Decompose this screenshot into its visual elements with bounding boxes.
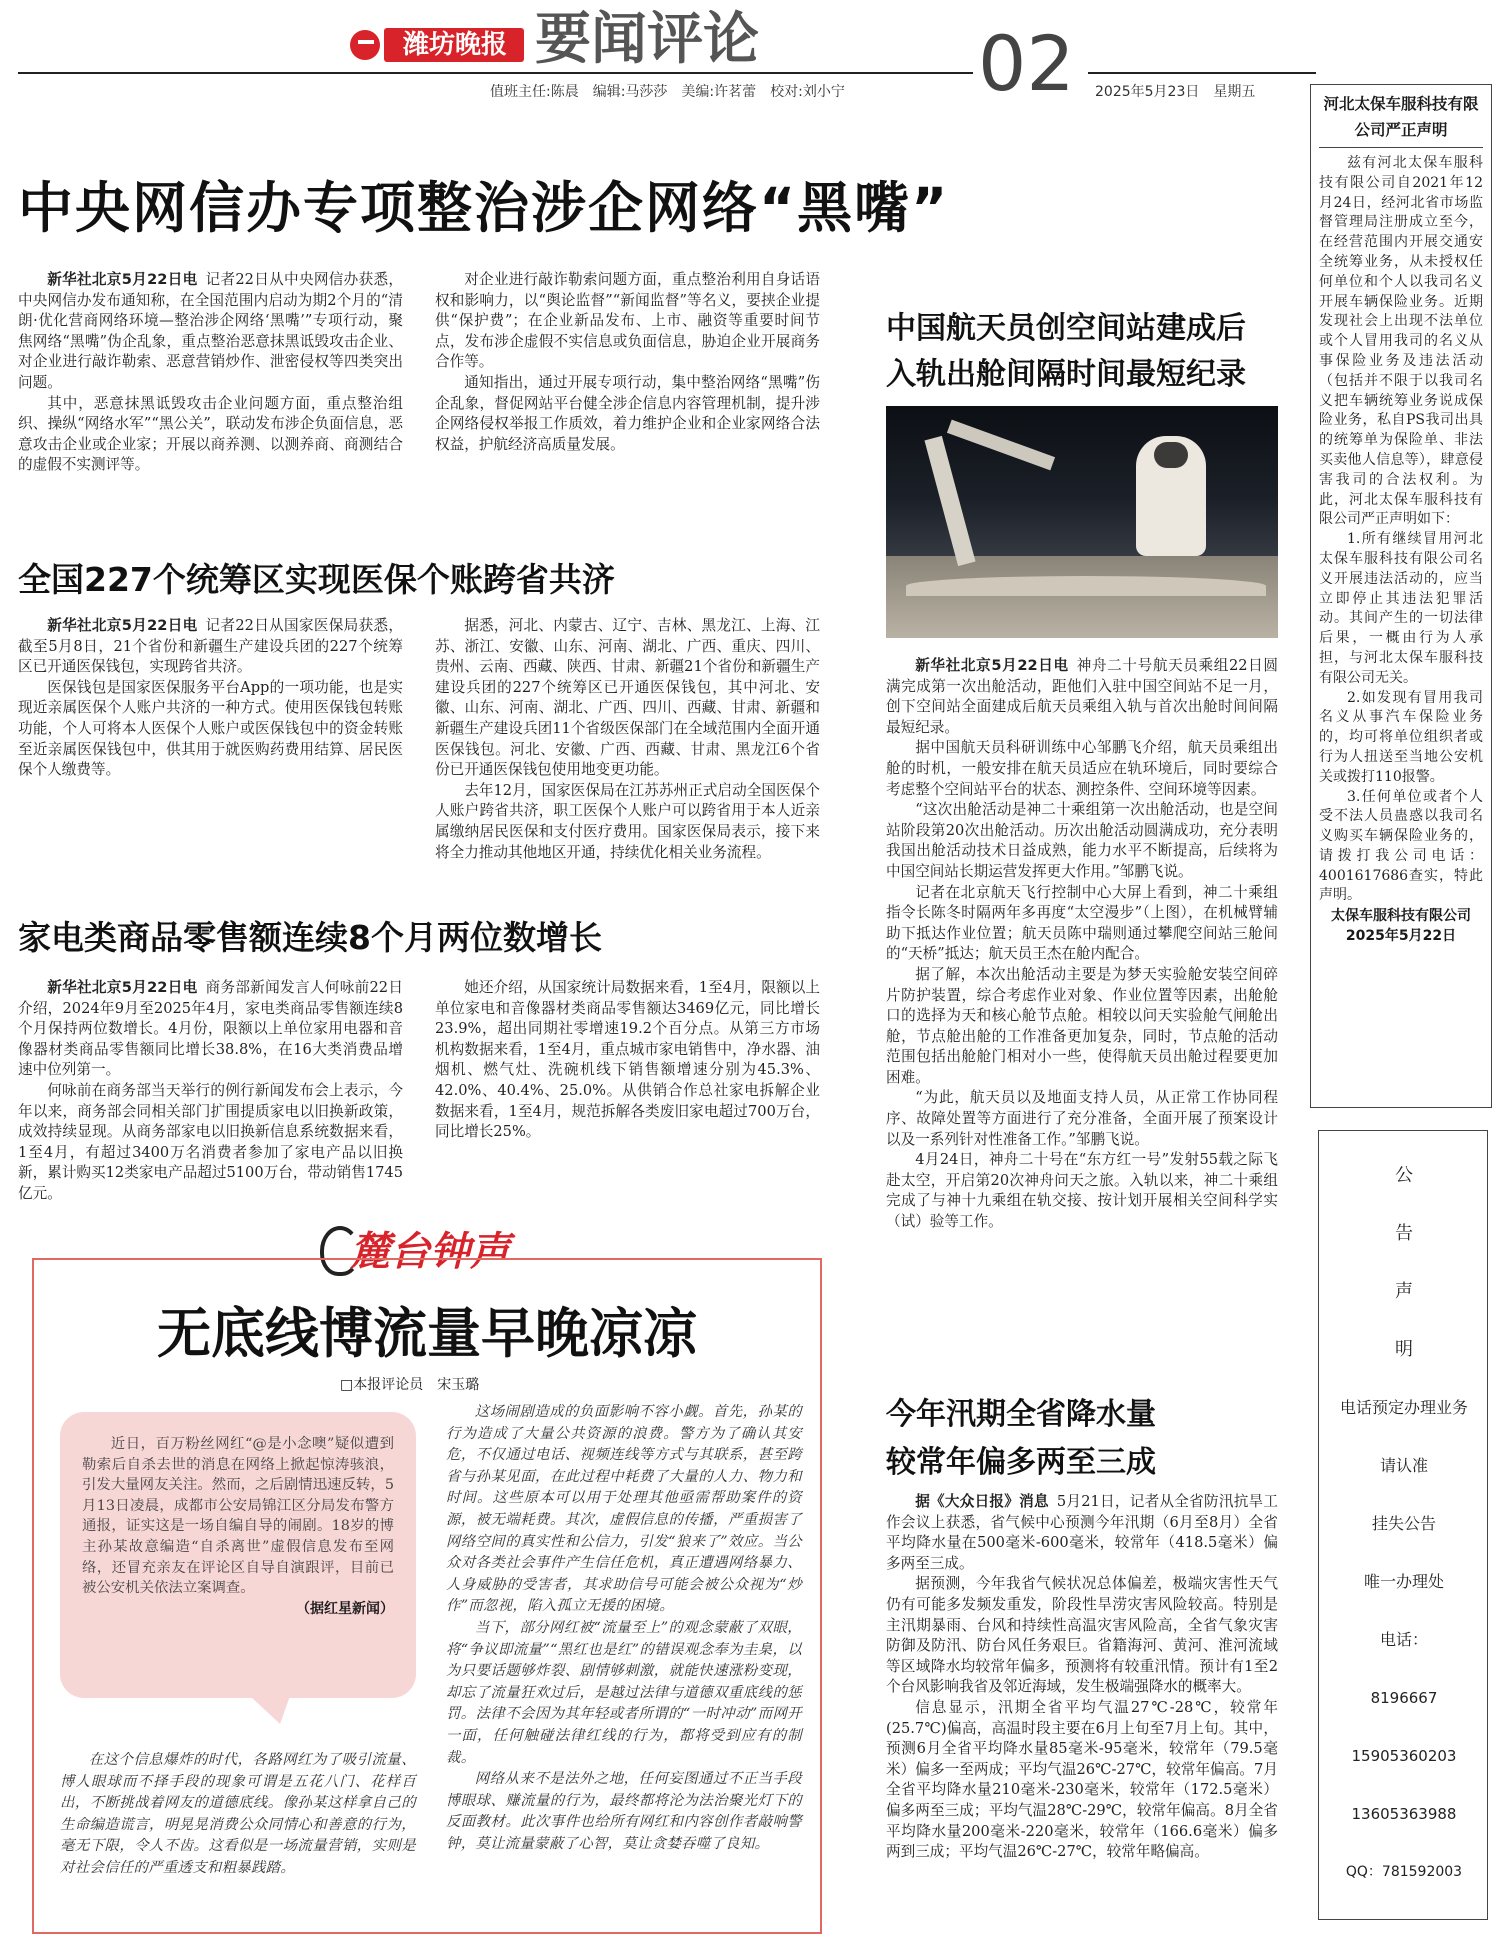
article2-p4: 去年12月，国家医保局在江苏苏州正式启动全国医保个人账户跨省共济，职工医保个人账户可以跨省用于本人近亲属缴纳居民医保和支付医疗费用。国家医保局表示，接下来将全力推动其他地区开通，持续优化相关业务流程。 [435, 781, 820, 861]
robotic-arm [924, 436, 975, 566]
article4-p5: 据了解，本次出舱活动主要是为梦天实验舱安装空间碎片防护装置，综合考虑作业对象、作业位置等因素，出舱舱口的选择为天和核心舱节点舱。相较以问天实验舱气闸舱出舱，节点舱出舱的工作准备更加复杂，同时，节点舱的活动范围包括出舱舱门相对小一些，使得航天员出舱过程要更加困难。 [886, 965, 1278, 1086]
article4-p3: “这次出舱活动是神二十乘组第一次出舱活动，也是空间站阶段第20次出舱活动。历次出舱活动圆满成功，充分表明我国出舱活动技术日益成熟，能力水平不断提高，后续将为中国空间站长期运营发挥更大作用。”邹鹏飞说。 [886, 801, 1278, 880]
notice-line-3: 挂失公告 [1371, 1514, 1436, 1533]
article3-p2: 何咏前在商务部当天举行的例行新闻发布会上表示，今年以来，商务部会同相关部门扩围提质家电以旧换新政策，成效持续显现。从商务部家电以旧换新信息系统数据来看，1至4月，有超过3400万名消费者参加了家电产品以旧换新，累计购买12类家电产品超过5100万台，带动销售1745亿元。 [18, 1081, 403, 1202]
masthead-rule [18, 72, 973, 74]
staff-line: 值班主任:陈晨 编辑:马莎莎 美编:许茗蕾 校对:刘小宁 [490, 84, 845, 100]
commentary-col2 [446, 1402, 802, 1855]
issue-date: 2025年5月23日 星期五 [1095, 84, 1256, 100]
article1-col2 [435, 270, 820, 455]
masthead [0, 0, 1500, 110]
article3-p3: 她还介绍，从国家统计局数据来看，1至4月，限额以上单位家电和音像器材类商品零售额达3469亿元，同比增长23.9%，超出同期社零增速19.2个百分点。从第三方市场机构数据来看，1至4月，重点城市家电销售中，净水器、油烟机、燃气灶、洗碗机线下销售额增速分别为45.3%、42.0%、40.4%、25.0%。从供销合作总社家电拆解企业数据来看，1至4月，规范拆解各类废旧家电超过700万台，同比增长25%。 [435, 979, 820, 1141]
commentary-quote-source: （据红星新闻） [296, 1600, 394, 1617]
notice-declaration-date: 2025年5月22日 [1345, 928, 1457, 945]
article5-lead: 据《大众日报》消息 [915, 1493, 1049, 1510]
article1-p3: 对企业进行敲诈勒索问题方面，重点整治利用自身话语权和影响力，以“舆论监督”“新闻监督”等名义，要挟企业提供“保护费”；在企业新品发布、上市、融资等重要时间节点，发布涉企虚假不实信息或负面信息，胁迫企业开展商务合作等。 [435, 271, 820, 371]
quote-tail [250, 1696, 290, 1724]
article3-lead: 新华社北京5月22日电 [47, 979, 198, 996]
commentary-p4: 网络从来不是法外之地，任何妄图通过不正当手段博眼球、赚流量的行为，最终都将沦为法治聚光灯下的反面教材。此次事件也给所有网红和内容创作者敲响警钟，莫让流量蒙蔽了心智，莫让贪婪吞噬了良知。 [446, 1771, 802, 1852]
article5-headline-line2: 较常年偏多两至三成 [886, 1445, 1156, 1480]
paper-name: 潍坊晚报 [402, 30, 507, 60]
article4-headline-line2: 入轨出舱间隔时间最短纪录 [886, 357, 1246, 392]
article4-p1: 神舟二十号航天员乘组22日圆满完成第一次出舱活动，距他们入驻中国空间站不足一月，创下空间站全面建成后航天员乘组入轨与首次出舱时间间隔最短纪录。 [886, 657, 1278, 736]
notice-line-5: 电话： [1379, 1630, 1428, 1649]
notice-phone-2: 15905360203 [1351, 1747, 1457, 1765]
article1-headline: 中央网信办专项整治涉企网络“黑嘴” [18, 176, 950, 240]
notice-title-char-2: 告 [1395, 1223, 1413, 1244]
article4-lead: 新华社北京5月22日电 [915, 657, 1069, 674]
notice-declaration-p4: 3.任何单位或者个人受不法人员蛊惑以我司名义购买车辆保险业务的，请拨打我公司电话：4001617686查实，特此声明。 [1319, 788, 1483, 904]
article4-p6: “为此，航天员以及地面支持人员，从正常工作协同程序、故障处置等方面进行了充分准备，全面开展了预案设计以及一系列针对性准备工作。”邹鹏飞说。 [886, 1089, 1278, 1148]
commentary-column-name: 麓台钟声 [350, 1228, 510, 1275]
notice-announcement [1318, 1130, 1488, 1920]
commentary-byline: □本报评论员 宋玉璐 [340, 1377, 480, 1393]
section-title: 要闻评论 [535, 6, 759, 72]
commentary-p2: 这场闹剧造成的负面影响不容小觑。首先，孙某的行为造成了大量公共资源的浪费。警方为了确认其安危，不仅通过电话、视频连线等方式与其联系，甚至跨省与孙某见面，在此过程中耗费了大量的人力、物力和时间。这些原本可以用于处理其他亟需帮助案件的资源，被无端耗费。其次，虚假信息的传播，严重损害了网络空间的真实性和公信力，引发“狼来了”效应。当公众对各类社会事件产生信任危机，真正遭遇网络暴力、人身威胁的受害者，其求助信号可能会被公众视为“炒作”而忽视，陷入孤立无援的困境。 [446, 1404, 802, 1615]
article4-p2: 据中国航天员科研训练中心邹鹏飞介绍，航天员乘组出舱的时机，一般安排在航天员适应在轨环境后，同时要综合考虑整个空间站平台的状态、测控条件、空间环境等因素。 [886, 739, 1278, 798]
article2-lead: 新华社北京5月22日电 [47, 617, 198, 634]
notice-declaration [1310, 84, 1492, 1108]
article1-p2: 其中，恶意抹黑诋毁攻击企业问题方面，重点整治组织、操纵“网络水军”“黑公关”，联动发布涉企负面信息，恶意攻击企业或企业家；开展以商养测、以测养商、商测结合的虚假不实测评等。 [18, 394, 403, 474]
article3-col2 [435, 978, 820, 1143]
article3-p1: 商务部新闻发言人何咏前22日介绍，2024年9月至2025年4月，家电类商品零售额连续8个月保持两位数增长。4月份，限额以上单位家用电器和音像器材类商品零售额同比增长38.8%，在16大类消费品增速中位列第一。 [18, 979, 404, 1079]
article1-col1 [18, 270, 403, 476]
article1-p4: 通知指出，通过开展专项行动，集中整治网络“黑嘴”伤企乱象，督促网站平台健全涉企信息内容管理机制，提升涉企网络侵权举报工作质效，着力维护企业和企业家网络合法权益，护航经济高质量发展。 [435, 373, 820, 453]
article4-headline-line1: 中国航天员创空间站建成后 [886, 311, 1246, 346]
article1-lead: 新华社北京5月22日电 [47, 271, 198, 288]
notice-declaration-p1: 兹有河北太保车服科技有限公司自2021年12月24日，经河北省市场监督管理局注册成立至今，在经营范围内开展交通安全统筹业务，从未授权任何单位和个人以我司名义开展车辆保险业务。近期发现社会上出现不法单位或个人冒用我司的名义从事保险业务及违法活动（包括并不限于以我司名义把车辆统筹业务说成保险业务，私自PS我司出具的统筹单为保险单、非法买卖他人信息等），肆意侵害我司的合法权利。为此，河北太保车服科技有限公司严正声明如下： [1319, 155, 1483, 528]
notice-declaration-p2: 1.所有继续冒用河北太保车服科技有限公司名义开展违法活动的，应当立即停止其违法犯罪活动。其间产生的一切法律后果，一概由行为人承担，与河北太保车服科技有限公司无关。 [1319, 531, 1483, 686]
notice-line-2: 请认准 [1379, 1456, 1428, 1475]
notice-title-char-4: 明 [1395, 1339, 1413, 1360]
notice-qq: QQ：781592003 [1345, 1864, 1463, 1880]
notice-declaration-p3: 2.如发现有冒用我司名义从事汽车保险业务的，均可将单位组织者或行为人扭送至当地公安机关或拨打110报警。 [1319, 689, 1483, 785]
notice-phone-3: 13605363988 [1351, 1805, 1457, 1823]
article1-p1: 记者22日从中央网信办获悉，中央网信办发布通知称，在全国范围内启动为期2个月的“清朗·优化营商网络环境—整治涉企网络‘黑嘴’”专项行动，聚焦网络“黑嘴”伪企乱象，重点整治恶意抹黑诋毁攻击企业、对企业进行敲诈勒索、恶意营销炒作、泄密侵权等四类突出问题。 [18, 271, 404, 391]
commentary-p3: 当下，部分网红被“流量至上”的观念蒙蔽了双眼，将“争议即流量”“黑红也是红”的错误观念奉为圭臬，以为只要话题够炸裂、剧情够刺激，就能快速涨粉变现，却忘了流量狂欢过后，是越过法律与道德双重底线的惩罚。法律不会因为其年轻或者所谓的“一时冲动”而网开一面，任何触碰法律红线的行为，都将受到应有的制裁。 [446, 1619, 802, 1766]
article5-p2: 据预测，今年我省气候状况总体偏差，极端灾害性天气仍有可能多发频发重发，阶段性旱涝灾害风险较高。特别是主汛期暴雨、台风和持续性高温灾害风险高，全省气象灾害防御及防汛、防台风任务艰巨。省籍海河、黄河、淮河流域等区域降水均较常年偏多，预测将有较重汛情。预计有1至2个台风影响我省及邻近海域，发生极端强降水的概率大。 [886, 1575, 1278, 1696]
notice-line-4: 唯一办理处 [1363, 1572, 1444, 1591]
logo-circle-icon [350, 30, 380, 60]
commentary-quote: 近日，百万粉丝网红“@是小念噢”疑似遭到勒索后自杀去世的消息在网络上掀起惊涛骇浪，引发大量网友关注。然而，之后剧情迅速反转，5月13日凌晨，成都市公安局锦江区分局发布警方通报，证实这是一场自编自导的闹剧。18岁的博主孙某故意编造“自杀离世”虚假信息发布至网络，还冒充亲友在评论区自导自演跟评，目前已被公安机关依法立案调查。 [82, 1436, 394, 1597]
notice-title-char-3: 声 [1395, 1281, 1413, 1302]
article5-p3: 信息显示，汛期全省平均气温27℃-28℃，较常年(25.7℃)偏高，高温时段主要在6月上旬至7月上旬。其中，预测6月全省平均降水量85毫米-95毫米，较常年（79.5毫米）偏多一至两成；平均气温26℃-27℃，较常年偏高。7月全省平均降水量210毫米-230毫米，较常年（172.5毫米）偏多两至三成；平均气温28℃-29℃，较常年偏高。8月全省平均降水量200毫米-220毫米，较常年（166.6毫米）偏多两到三成；平均气温26℃-27℃，较常年略偏高。 [886, 1698, 1278, 1861]
paper-logo [350, 22, 528, 68]
article2-p3: 据悉，河北、内蒙古、辽宁、吉林、黑龙江、上海、江苏、浙江、安徽、山东、河南、湖北、广西、重庆、四川、贵州、云南、西藏、陕西、甘肃、新疆21个省份和新疆生产建设兵团的227个统筹区已开通医保钱包，其中河北、安徽、山东、河南、湖北、广西、四川、西藏、甘肃、新疆和新疆生产建设兵团11个省级医保部门在全域范围内全面开通医保钱包。河北、安徽、广西、西藏、甘肃、黑龙江6个省份已开通医保钱包使用地变更功能。 [435, 617, 820, 779]
article4-body [886, 656, 1278, 1233]
article2-p1: 记者22日从国家医保局获悉，截至5月8日，21个省份和新疆生产建设兵团的227个统筹区已开通医保钱包，实现跨省共济。 [18, 617, 404, 676]
notice-declaration-title: 河北太保车服科技有限公司严正声明 [1319, 91, 1483, 148]
page-number: 02 [978, 19, 1075, 108]
commentary-quote-box [60, 1412, 416, 1698]
article4-p4: 记者在北京航天飞行控制中心大屏上看到，神二十乘组指令长陈冬时隔两年多再度“太空漫步”（上图），在机械臂辅助下抵达作业位置；航天员陈中瑞则通过攀爬空间站三舱间的“天桥”抵达；航天员王杰在舱内配合。 [886, 883, 1278, 963]
article2-headline: 全国227个统筹区实现医保个账跨省共济 [18, 560, 615, 599]
spacewalk-photo [886, 406, 1278, 638]
article5-headline-line1: 今年汛期全省降水量 [886, 1397, 1156, 1432]
article4-p7: 4月24日，神舟二十号在“东方红一号”发射55载之际飞赴太空，开启第20次神舟问天之旅。入轨以来，神二十乘组完成了与神十九乘组在轨交接、按计划开展相关空间科学实（试）验等工作。 [886, 1151, 1278, 1231]
notice-phone-1: 8196667 [1370, 1689, 1438, 1707]
article3-headline: 家电类商品零售额连续8个月两位数增长 [18, 918, 602, 957]
commentary-headline: 无底线博流量早晚凉凉 [157, 1302, 697, 1365]
article3-col1 [18, 978, 403, 1205]
commentary-p1: 在这个信息爆炸的时代，各路网红为了吸引流量、博人眼球而不择手段的现象可谓是五花八门、花样百出，不断挑战着网友的道德底线。像孙某这样拿自己的生命编造谎言，明晃晃消费公众同情心和善意的行为，毫无下限，令人不齿。这看似是一场流量营销，实则是对社会信任的严重透支和粗暴践踏。 [60, 1752, 416, 1876]
article2-p2: 医保钱包是国家医保服务平台App的一项功能，也是实现近亲属医保个人账户共济的一种方式。使用医保钱包转账功能，个人可将本人医保个人账户或医保钱包中的资金转账至近亲属医保钱包中，供其用于就医购药费用结算、居民医保个人缴费等。 [18, 678, 403, 779]
article5-body [886, 1492, 1278, 1863]
article5-p1: 5月21日，记者从全省防汛抗旱工作会议上获悉，省气候中心预测今年汛期（6月至8月）全省平均降水量在500毫米-600毫米，较常年（418.5毫米）偏多两至三成。 [886, 1493, 1278, 1572]
article2-col1 [18, 616, 403, 781]
notice-declaration-sign: 太保车服科技有限公司 [1331, 908, 1471, 925]
notice-title-char-1: 公 [1395, 1165, 1413, 1186]
article2-col2 [435, 616, 820, 863]
commentary-col1 [60, 1750, 416, 1880]
notice-line-1: 电话预定办理业务 [1339, 1398, 1468, 1417]
